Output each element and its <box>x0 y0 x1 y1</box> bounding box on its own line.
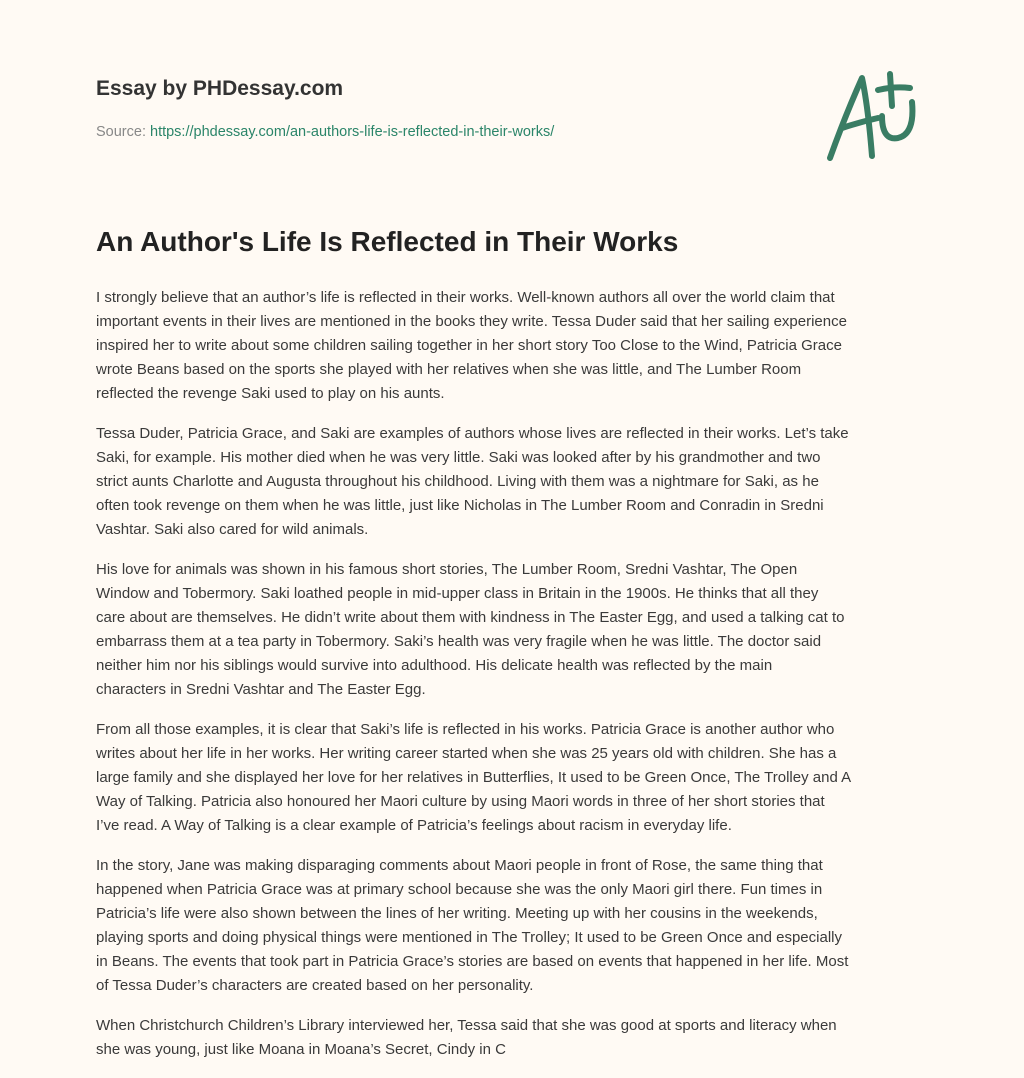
paragraph-line: writes about her life in her works. Her writing career started when she was 25 years old with children. She has a <box>96 745 837 762</box>
paragraph-line: happened when Patricia Grace was at primary school because she was the only Maori girl there. Fun times in <box>96 881 823 898</box>
paragraph-line: of Tessa Duder’s characters are created based on her personality. <box>96 977 534 994</box>
essay-title: An Author's Life Is Reflected in Their Works <box>96 226 679 257</box>
paragraph-line: characters in Sredni Vashtar and The Easter Egg. <box>96 681 426 698</box>
paragraph-line: important events in their lives are mentioned in the books they write. Tessa Duder said that her sailing experience <box>96 313 847 330</box>
essay-paragraph <box>96 854 956 998</box>
essay-body <box>96 286 956 1078</box>
paragraph-line: neither him nor his siblings would survive into adulthood. His delicate health was reflected by the main <box>96 657 773 674</box>
paragraph-line: Way of Talking. Patricia also honoured her Maori culture by using Maori words in three of her short stories that <box>96 793 825 810</box>
paragraph-line: From all those examples, it is clear that Saki’s life is reflected in his works. Patricia Grace is another author who <box>96 721 835 738</box>
a-plus-logo-icon <box>820 66 930 166</box>
paragraph-line: reflected the revenge Saki used to play on his aunts. <box>96 385 445 402</box>
paragraph-line: Patricia’s life were also shown between the lines of her writing. Meeting up with her cousins in the weekends, <box>96 905 818 922</box>
paragraph-line: inspired her to write about some children sailing together in her short story Too Close to the Wind, Patricia Grace <box>96 337 842 354</box>
source-link[interactable]: https://phdessay.com/an-authors-life-is-reflected-in-their-works/ <box>150 124 555 140</box>
paragraph-line: she was young, just like Moana in Moana’s Secret, Cindy in C <box>96 1041 506 1058</box>
essay-paragraph <box>96 286 956 406</box>
source-label: Source: <box>96 124 150 140</box>
essay-paragraph <box>96 1014 956 1062</box>
paragraph-line: I’ve read. A Way of Talking is a clear example of Patricia’s feelings about racism in everyday life. <box>96 817 732 834</box>
paragraph-line: In the story, Jane was making disparaging comments about Maori people in front of Rose, the same thing that <box>96 857 823 874</box>
source-line <box>96 124 554 140</box>
paragraph-line: playing sports and doing physical things were mentioned in The Trolley; It used to be Green Once and especially <box>96 929 842 946</box>
paragraph-line: often took revenge on them when he was little, just like Nicholas in The Lumber Room and Conradin in Sredni <box>96 497 824 514</box>
paragraph-line: When Christchurch Children’s Library interviewed her, Tessa said that she was good at sports and literacy when <box>96 1017 837 1034</box>
paragraph-line: strict aunts Charlotte and Augusta throughout his childhood. Living with them was a nightmare for Saki, as he <box>96 473 819 490</box>
site-brand: Essay by PHDessay.com <box>96 77 344 100</box>
paragraph-line: Tessa Duder, Patricia Grace, and Saki are examples of authors whose lives are reflected in their works. Let’s take <box>96 425 849 442</box>
paragraph-line: in Beans. The events that took part in Patricia Grace’s stories are based on events that happened in her life. Most <box>96 953 849 970</box>
paragraph-line: Vashtar. Saki also cared for wild animals. <box>96 521 369 538</box>
essay-paragraph <box>96 718 956 838</box>
essay-paragraph <box>96 422 956 542</box>
essay-paragraph <box>96 558 956 702</box>
paragraph-line: Saki, for example. His mother died when he was very little. Saki was looked after by his grandmother and two <box>96 449 821 466</box>
paragraph-line: embarrass them at a tea party in Tobermory. Saki’s health was very fragile when he was little. The doctor said <box>96 633 822 650</box>
paragraph-line: I strongly believe that an author’s life is reflected in their works. Well-known authors all over the world claim that <box>96 289 835 306</box>
paragraph-line: large family and she displayed her love for her relatives in Butterflies, It used to be Green Once, The Trolley and A <box>96 769 852 786</box>
paragraph-line: wrote Beans based on the sports she played with her relatives when she was little, and The Lumber Room <box>96 361 802 378</box>
paragraph-line: Window and Tobermory. Saki loathed people in mid-upper class in Britain in the 1900s. He thinks that all they <box>96 585 819 602</box>
paragraph-line: care about are themselves. He didn’t write about them with kindness in The Easter Egg, and used a talking cat to <box>96 609 845 626</box>
paragraph-line: His love for animals was shown in his famous short stories, The Lumber Room, Sredni Vashtar, The Open <box>96 561 798 578</box>
